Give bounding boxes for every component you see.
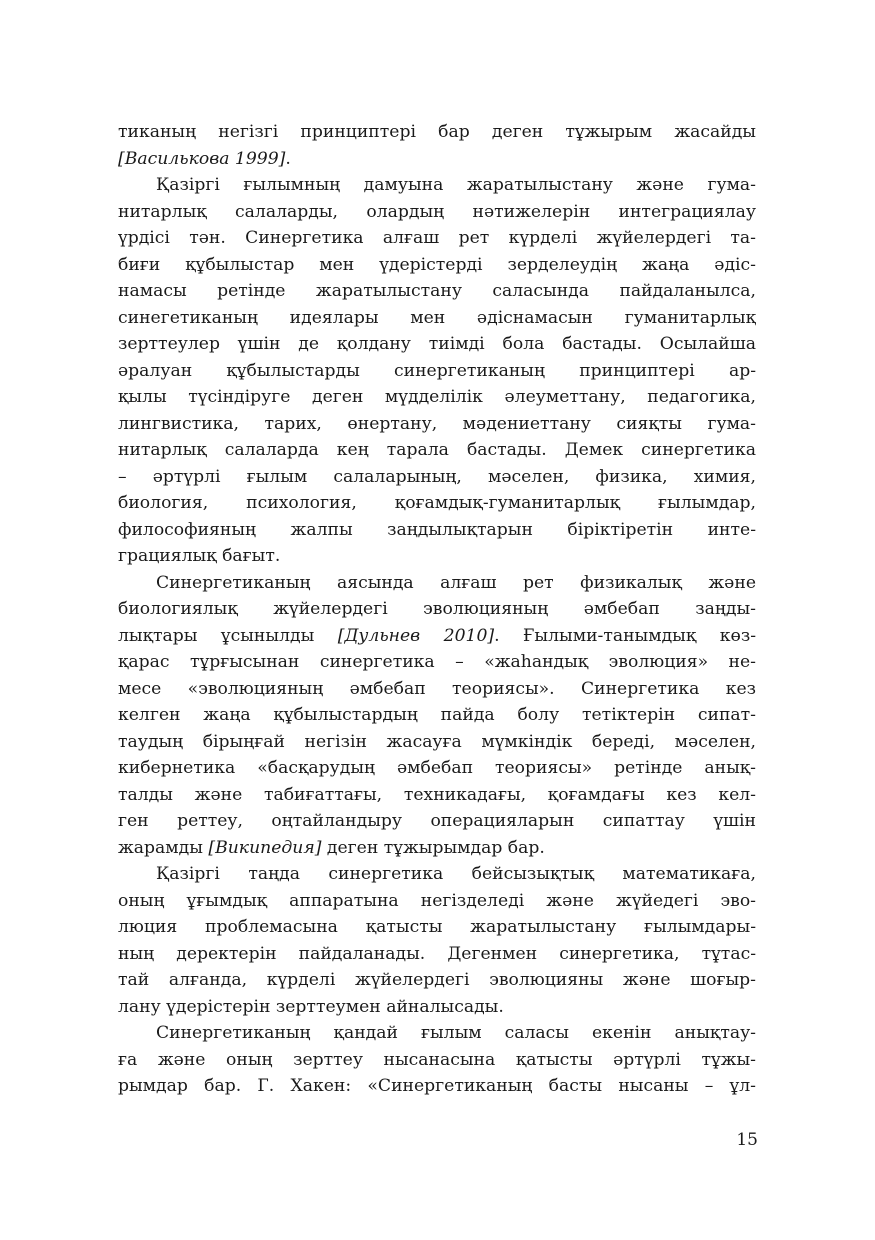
text-line xyxy=(118,490,756,517)
text-line xyxy=(118,623,756,650)
text-line xyxy=(118,888,756,915)
citation: [Василькова 1999] xyxy=(118,148,286,169)
text-run: қарас тұрғысынан синергетика – «жаһандық эволюция» не- xyxy=(118,652,756,672)
text-line xyxy=(118,914,756,941)
text-run: грациялық бағыт. xyxy=(118,546,281,566)
text-run: намасы ретінде жаратылыстану саласында пайдаланылса, xyxy=(118,281,756,301)
text-run: . Ғылыми-танымдық көз- xyxy=(494,625,756,646)
text-run: нитарлық салаларда кең тарала бастады. Демек синергетика xyxy=(118,440,756,460)
text-run: тиканың негізгі принциптері бар деген тұжырым жасайды xyxy=(118,122,756,142)
text-run: – әртүрлі ғылым салаларының, мәселен, физика, химия, xyxy=(118,466,756,487)
text-run: келген жаңа құбылыстардың пайда болу тетіктерін сипат- xyxy=(118,705,756,725)
text-line xyxy=(118,199,756,226)
text-line xyxy=(118,702,756,729)
text-line xyxy=(118,119,756,146)
text-line xyxy=(118,543,756,570)
page-number: 15 xyxy=(736,1130,758,1150)
text-line xyxy=(118,782,756,809)
text-run: әралуан құбылыстарды синергетиканың принциптері ар- xyxy=(118,360,756,381)
text-line xyxy=(118,358,756,385)
text-line xyxy=(118,172,756,199)
text-line xyxy=(118,146,756,173)
text-line xyxy=(118,278,756,305)
text-line xyxy=(118,305,756,332)
text-run: таудың бірыңғай негізін жасауға мүмкіндік береді, мәселен, xyxy=(118,731,756,752)
text-line xyxy=(118,1047,756,1074)
text-line xyxy=(118,649,756,676)
text-run: лингвистика, тарих, өнертану, мәдениеттану сияқты гума- xyxy=(118,413,756,434)
text-run: Қазіргі ғылымның дамуына жаратылыстану және гума- xyxy=(156,175,756,195)
text-line xyxy=(118,384,756,411)
citation: [Википедия] xyxy=(208,837,322,858)
text-line xyxy=(118,1020,756,1047)
text-run: Синергетиканың қандай ғылым саласы екенін анықтау- xyxy=(156,1023,756,1043)
text-line xyxy=(118,676,756,703)
text-line xyxy=(118,331,756,358)
text-run: зерттеулер үшін де қолдану тиімді бола бастады. Осылайша xyxy=(118,334,756,354)
text-line xyxy=(118,755,756,782)
text-run: биология, психология, қоғамдық-гуманитарлық ғылымдар, xyxy=(118,493,756,513)
text-run: месе «эволюцияның әмбебап теориясы». Синергетика кез xyxy=(118,678,756,699)
text-run: ға және оның зерттеу нысанасына қатысты әртүрлі тұжы- xyxy=(118,1049,756,1070)
text-run: деген тұжырымдар бар. xyxy=(321,837,545,858)
citation: [Дульнев 2010] xyxy=(337,625,495,646)
text-line xyxy=(118,225,756,252)
text-run: лану үдерістерін зерттеумен айналысады. xyxy=(118,996,504,1017)
text-line xyxy=(118,1073,756,1100)
text-run: үрдісі тән. Синергетика алғаш рет күрделі жүйелердегі та- xyxy=(118,228,756,248)
text-run: кибернетика «басқарудың әмбебап теориясы» ретінде анық- xyxy=(118,758,756,778)
text-line xyxy=(118,252,756,279)
text-line xyxy=(118,861,756,888)
text-run: қылы түсіндіруге деген мүдделілік әлеуметтану, педагогика, xyxy=(118,387,756,407)
text-run: жарамды xyxy=(118,837,209,858)
text-run: философияның жалпы заңдылықтарын біріктіретін инте- xyxy=(118,519,756,540)
text-run: ның деректерін пайдаланады. Дегенмен синергетика, тұтас- xyxy=(118,943,756,964)
text-run: биологиялық жүйелердегі эволюцияның әмбебап заңды- xyxy=(118,599,756,619)
text-run: талды және табиғаттағы, техникадағы, қоғамдағы кез кел- xyxy=(118,784,756,805)
text-run: лықтары ұсынылды xyxy=(118,625,338,646)
text-run: Қазіргі таңда синергетика бейсызықтық математикаға, xyxy=(156,864,756,884)
text-line xyxy=(118,729,756,756)
text-line xyxy=(118,994,756,1021)
text-run: тай алғанда, күрделі жүйелердегі эволюцияны және шоғыр- xyxy=(118,970,756,990)
text-run: оның ұғымдық аппаратына негізделеді және жүйедегі эво- xyxy=(118,890,756,911)
text-run: нитарлық салаларды, олардың нәтижелерін интеграциялау xyxy=(118,201,756,222)
text-run: Синергетиканың аясында алғаш рет физикалық және xyxy=(156,572,756,593)
body-text xyxy=(118,119,756,1100)
text-line xyxy=(118,570,756,597)
text-line xyxy=(118,411,756,438)
text-run: биғи құбылыстар мен үдерістерді зерделеудің жаңа әдіс- xyxy=(118,254,756,275)
text-run: ген реттеу, оңтайландыру операцияларын сипаттау үшін xyxy=(118,811,756,831)
text-line xyxy=(118,835,756,862)
text-line xyxy=(118,596,756,623)
text-line xyxy=(118,941,756,968)
text-line xyxy=(118,967,756,994)
text-run: рымдар бар. Г. Хакен: «Синергетиканың басты нысаны – ұл- xyxy=(118,1076,756,1096)
text-run: . xyxy=(285,148,291,169)
text-line xyxy=(118,437,756,464)
text-line xyxy=(118,464,756,491)
text-run: люция проблемасына қатысты жаратылыстану ғылымдары- xyxy=(118,917,756,937)
text-run: синегетиканың идеялары мен әдіснамасын гуманитарлық xyxy=(118,307,756,328)
text-line xyxy=(118,517,756,544)
text-line xyxy=(118,808,756,835)
